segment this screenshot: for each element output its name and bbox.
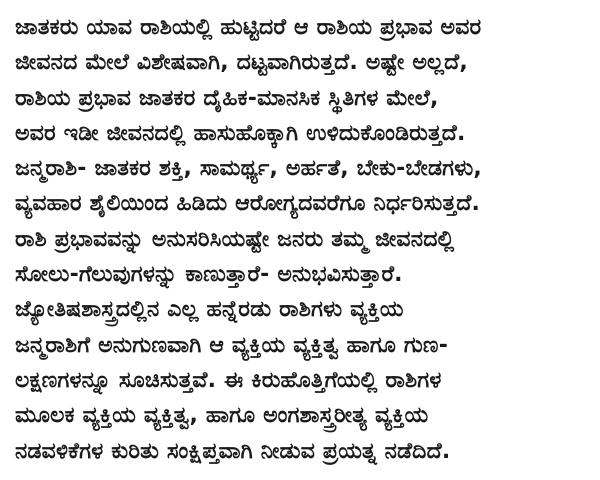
text-line: ಜೀವನದ ಮೇಲೆ ವಿಶೇಷವಾಗಿ, ದಟ್ಟವಾಗಿರುತ್ತದೆ. ಅಷ್ಟೇ ಅಲ್ಲದೆ,: [15, 50, 468, 76]
text-line: ರಾಶಿಯ ಪ್ರಭಾವ ಜಾತಕರ ದೈಹಿಕ-ಮಾನಸಿಕ ಸ್ಥಿತಿಗಳ ಮೇಲೆ,: [15, 85, 439, 111]
text-line: ಜನ್ಮರಾಶಿ- ಜಾತಕರ ಶಕ್ತಿ, ಸಾಮರ್ಥ್ಯ, ಅರ್ಹತೆ, ಬೇಕು-ಬೇಡಗಳು,: [15, 156, 482, 182]
text-line: ಅವರ ಇಡೀ ಜೀವನದಲ್ಲಿ ಹಾಸುಹೊಕ್ಕಾಗಿ ಉಳಿದುಕೊಂಡಿರುತ್ತದೆ.: [15, 120, 466, 146]
text-line: ಮೂಲಕ ವ್ಯಕ್ತಿಯ ವ್ಯಕ್ತಿತ್ವ, ಹಾಗೂ ಅಂಗಶಾಸ್ತ್ರರೀತ್ಯ ವ್ಯಕ್ತಿಯ: [15, 403, 429, 429]
paragraph: [15, 0, 600, 469]
text-line: ಸೋಲು-ಗೆಲುವುಗಳನ್ನು ಕಾಣುತ್ತಾರೆ- ಅನುಭವಿಸುತ್ತಾರೆ.: [15, 262, 403, 288]
text-line: ಲಕ್ಷಣಗಳನ್ನೂ ಸೂಚಿಸುತ್ತವೆ. ಈ ಕಿರುಹೊತ್ತಿಗೆಯಲ್ಲಿ ರಾಶಿಗಳ: [15, 367, 442, 393]
text-line: ರಾಶಿ ಪ್ರಭಾವವನ್ನು ಅನುಸರಿಸಿಯಷ್ಟೇ ಜನರು ತಮ್ಮ ಜೀವನದಲ್ಲಿ: [15, 226, 455, 252]
text-line: ನಡವಳಿಕೆಗಳ ಕುರಿತು ಸಂಕ್ಷಿಪ್ತವಾಗಿ ನೀಡುವ ಪ್ರಯತ್ನ ನಡೆದಿದೆ.: [15, 438, 451, 464]
text-line: ಜ್ಯೋತಿಷಶಾಸ್ತ್ರದಲ್ಲಿನ ಎಲ್ಲ ಹನ್ನೆರಡು ರಾಶಿಗಳು ವ್ಯಕ್ತಿಯ: [15, 297, 404, 323]
text-line: ಜಾತಕರು ಯಾವ ರಾಶಿಯಲ್ಲಿ ಹುಟ್ಟಿದರೆ ಆ ರಾಶಿಯ ಪ್ರಭಾವ ಅವರ: [15, 15, 482, 40]
text-line: ವ್ಯವಹಾರ ಶೈಲಿಯಿಂದ ಹಿಡಿದು ಆರೋಗ್ಯದವರೆಗೂ ನಿರ್ಧರಿಸುತ್ತದೆ.: [15, 191, 481, 217]
text-line: ಜನ್ಮರಾಶಿಗೆ ಅನುಗುಣವಾಗಿ ಆ ವ್ಯಕ್ತಿಯ ವ್ಯಕ್ತಿತ್ವ ಹಾಗೂ ಗುಣ-: [15, 332, 449, 358]
